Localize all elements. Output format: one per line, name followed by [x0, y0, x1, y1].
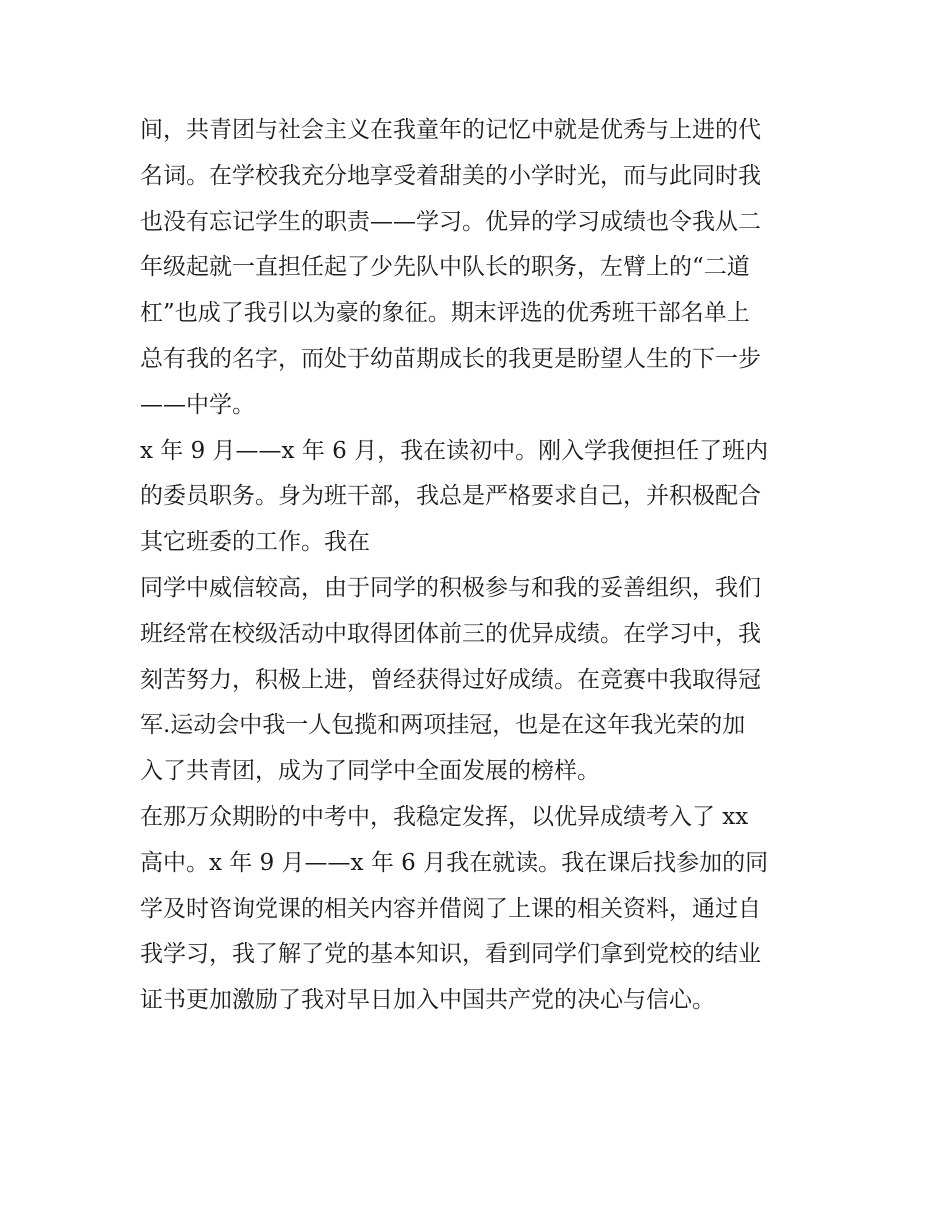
- text-line: 学及时咨询党课的相关内容并借阅了上课的相关资料，通过自: [140, 895, 761, 922]
- text-line: 名词。在学校我充分地享受着甜美的小学时光，而与此同时我: [140, 162, 761, 189]
- text-line: 的委员职务。身为班干部，我总是严格要求自己，并积极配合: [140, 483, 761, 510]
- text-line: 在那万众期盼的中考中，我稳定发挥，以优异成绩考入了 xx: [140, 803, 749, 830]
- text-line: 我学习，我了解了党的基本知识，看到同学们拿到党校的结业: [140, 941, 761, 968]
- text-line: ——中学。: [140, 391, 255, 418]
- text-line: 证书更加激励了我对早日加入中国共产党的决心与信心。: [140, 987, 715, 1014]
- text-line: 刻苦努力，积极上进，曾经获得过好成绩。在竞赛中我取得冠: [140, 666, 761, 693]
- text-line: 军.运动会中我一人包揽和两项挂冠，也是在这年我光荣的加: [140, 712, 746, 739]
- text-line: 高中。x 年 9 月——x 年 6 月我在就读。我在课后找参加的同: [140, 849, 769, 876]
- text-line: 同学中威信较高，由于同学的积极参与和我的妥善组织，我们: [140, 574, 761, 601]
- text-line: 其它班委的工作。我在: [140, 529, 370, 556]
- text-line: 年级起就一直担任起了少先队中队长的职务，左臂上的“二道: [140, 254, 750, 281]
- text-line: 班经常在校级活动中取得团体前三的优异成绩。在学习中，我: [140, 620, 761, 647]
- text-line: 总有我的名字，而处于幼苗期成长的我更是盼望人生的下一步: [140, 345, 761, 372]
- text-line: 间，共青团与社会主义在我童年的记忆中就是优秀与上进的代: [140, 117, 761, 143]
- text-line: x 年 9 月——x 年 6 月，我在读初中。刚入学我便担任了班内: [140, 437, 769, 464]
- text-line: 入了共青团，成为了同学中全面发展的榜样。: [140, 758, 600, 785]
- text-line: 杠”也成了我引以为豪的象征。期末评选的优秀班干部名单上: [140, 300, 750, 327]
- text-line: 也没有忘记学生的职责——学习。优异的学习成绩也令我从二: [140, 208, 761, 235]
- body-text: [140, 108, 820, 1024]
